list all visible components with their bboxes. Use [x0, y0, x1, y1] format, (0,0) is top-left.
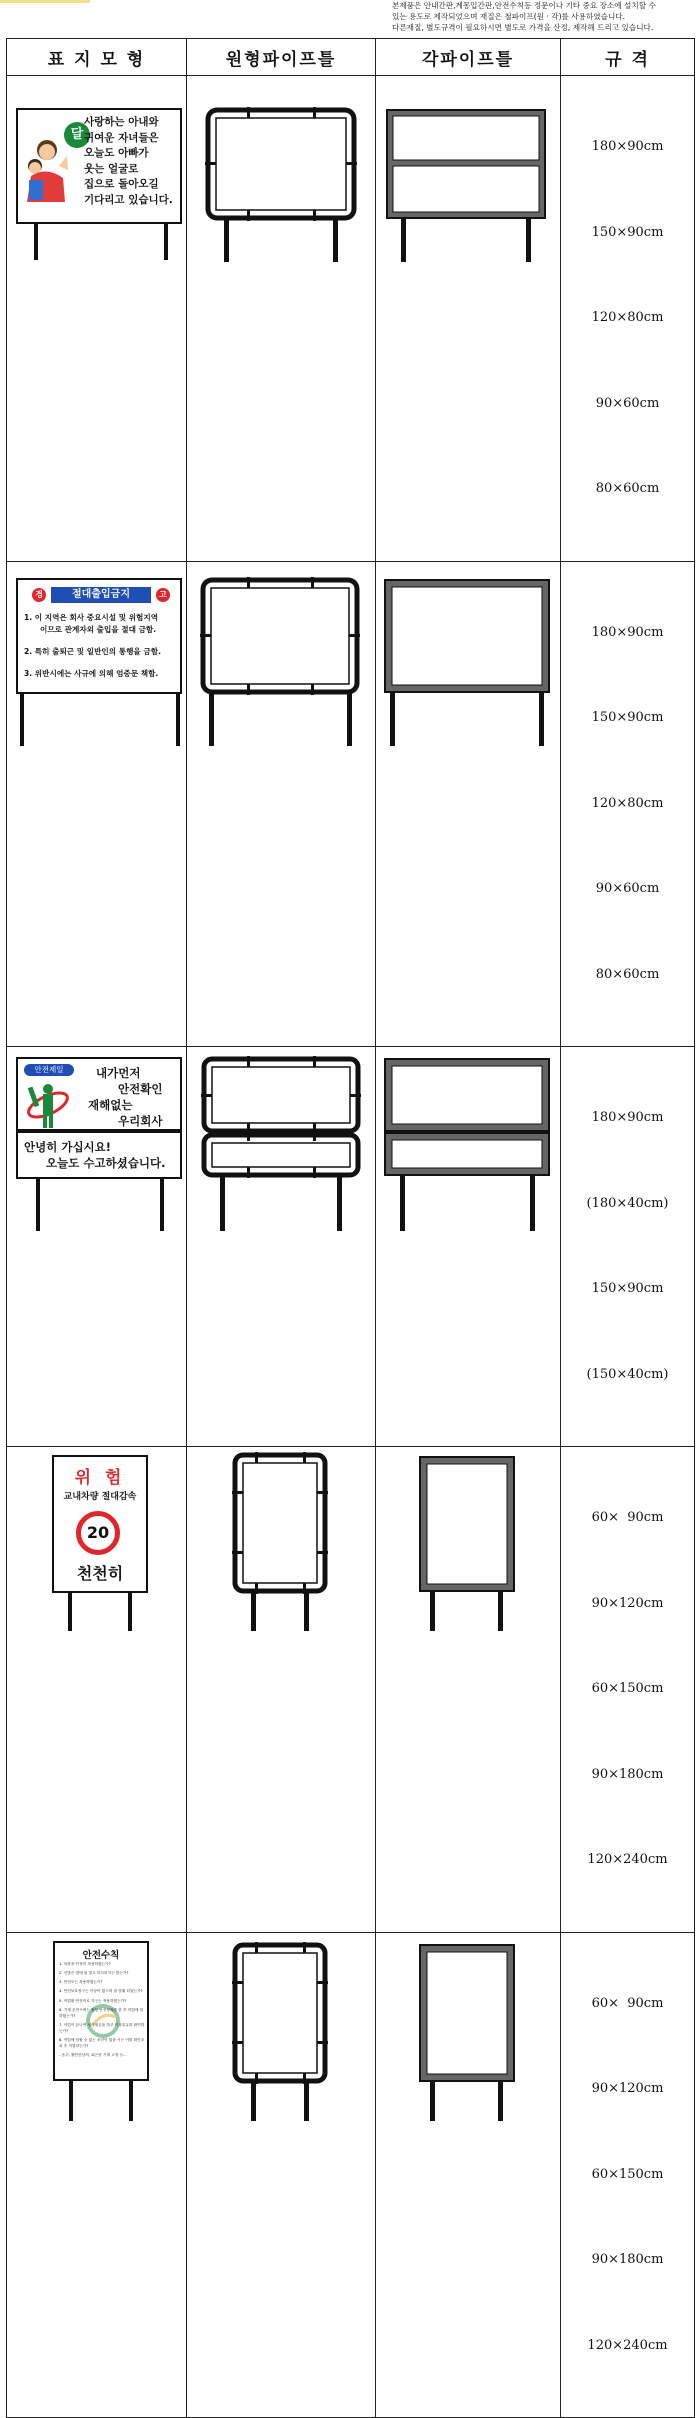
rule-item: 7. 작업이 끝나면 정리정돈을 하고 이상유무를 확인하는가?: [59, 2023, 145, 2033]
header-row: [7, 39, 695, 76]
sign-text-line: 오늘도 아빠가: [84, 147, 149, 159]
product-table: [6, 38, 695, 2418]
sign-text-line: 안전확인: [118, 1082, 163, 1096]
sign-text-line: 기다리고 있습니다.: [84, 193, 173, 206]
rule-item: 6. 기계 운전시에는 항상 안전장치를 한 후 작업에 임하였는가?: [59, 2007, 144, 2018]
sign-text-line: 내가먼저: [96, 1066, 141, 1080]
spec-list: [561, 76, 694, 561]
header-sign-model: 표 지 모 형: [7, 39, 187, 76]
spec-item: 90×180cm: [591, 1766, 664, 1782]
round-pipe-frame-cell: [187, 1047, 376, 1447]
top-accent-bar: [0, 0, 90, 3]
round-pipe-frame-cell: [187, 1932, 376, 2418]
sign-rule: 3. 위반시에는 사규에 의해 엄중문 책함.: [24, 668, 159, 678]
spec-item: 60×150cm: [591, 1681, 664, 1696]
sign-title-bar: 절대출입금지: [51, 587, 151, 603]
spec-item: 90×120cm: [591, 1595, 664, 1611]
top-note: [392, 0, 697, 33]
sign-rule: 이므로 관계자외 출입을 절대 금함.: [40, 624, 157, 634]
spec-item: 120×240cm: [587, 1852, 668, 1867]
sign-model-cell: [7, 1932, 187, 2418]
speed-limit-sign: [52, 1455, 148, 1593]
spec-cell: [561, 1932, 695, 2418]
no-entry-sign: [16, 578, 182, 694]
spec-cell: [561, 1047, 695, 1447]
spec-item: 90×60cm: [595, 881, 660, 896]
spec-item: 80×60cm: [595, 481, 660, 496]
square-pipe-frame-cell: [376, 1447, 561, 1933]
spec-cell: [561, 76, 695, 562]
greeting-text: [24, 1139, 165, 1171]
spec-item: (180×40cm): [586, 1195, 669, 1211]
sign-leg: [20, 694, 24, 746]
spec-item: 60× 90cm: [591, 1995, 664, 2011]
sign-text: [88, 1065, 162, 1129]
spec-list: [561, 1047, 694, 1446]
sign-leg: [36, 1179, 40, 1231]
square-pipe-frame-cell: [376, 1047, 561, 1447]
greeting-sign: [16, 1131, 182, 1179]
header-square-pipe: 각파이프틀: [376, 39, 561, 76]
rule-item: 1. 복장을 단정히 착용하였는가?: [59, 1961, 111, 1966]
safety-rules-sign: [53, 1941, 149, 2081]
spec-list: [561, 1447, 694, 1932]
square-pipe-frame-cell: [376, 561, 561, 1047]
round-pipe-frame-icon: [187, 76, 376, 268]
round-pipe-frame-cell: [187, 76, 376, 562]
rule-item: 2. 신발은 발에 잘 맞고 미끄러지는 않는가?: [59, 1970, 129, 1975]
spec-item: 80×60cm: [595, 966, 660, 982]
table-row: [7, 1932, 695, 2418]
safety-first-sign: [16, 1057, 182, 1131]
sign-text: [84, 115, 173, 208]
square-pipe-frame-icon: [376, 562, 561, 754]
spec-item: 180×90cm: [591, 139, 664, 154]
sign-text-line: 재해없는: [88, 1098, 133, 1112]
square-pipe-frame-icon: [376, 1933, 561, 2127]
sign-text-line: 우리회사: [118, 1114, 163, 1128]
spec-item: 120×240cm: [587, 2337, 668, 2353]
square-pipe-frame-icon: [376, 1047, 561, 1239]
safety-worker-icon: [24, 1079, 72, 1129]
round-pipe-frame-icon: [187, 1047, 376, 1239]
spec-cell: [561, 561, 695, 1047]
spec-item: 150×90cm: [591, 224, 664, 240]
spec-item: 150×90cm: [591, 710, 664, 725]
spec-list: [561, 562, 694, 1047]
sign-leg: [164, 224, 168, 260]
top-note-line: 있는 용도로 제작되었으며 재질은 철파이프(원 · 각)를 사용하였습니다.: [392, 12, 626, 21]
spec-item: 180×90cm: [591, 624, 664, 640]
sign-rule: 1. 이 지역은 회사 중요시설 및 위험지역: [24, 612, 159, 622]
spec-item: 90×120cm: [591, 2081, 664, 2096]
spec-item: 90×60cm: [595, 395, 660, 411]
sign-model-cell: [7, 1447, 187, 1933]
rules-title: 안전수칙: [82, 1949, 120, 1961]
spec-item: 150×90cm: [591, 1281, 664, 1296]
sign-leg: [129, 2081, 133, 2121]
sign-model-cell: [7, 76, 187, 562]
sign-leg: [68, 1593, 72, 1631]
sign-leg: [34, 224, 38, 260]
greeting-line: 오늘도 수고하셨습니다.: [46, 1156, 166, 1170]
top-note-line: 다른재질, 별도규격이 필요하시면 별도로 가격을 산정, 제작해 드리고 있습니다.: [392, 23, 654, 32]
danger-title: 위 험: [74, 1468, 126, 1488]
header-spec: 규 격: [561, 39, 695, 76]
safety-first-tag: 안전제일: [24, 1064, 74, 1076]
rule-item: 8. 작업에 임할 숭 없는 조건이 있을 시는 이를 확인조치 후 작업하는가?: [59, 2038, 145, 2048]
sign-rule-list: [24, 612, 161, 680]
family-illustration-icon: [21, 136, 69, 206]
rules-list: [59, 1962, 145, 2060]
round-pipe-frame-cell: [187, 561, 376, 1047]
square-pipe-frame-cell: [376, 1932, 561, 2418]
sign-leg: [160, 1179, 164, 1231]
header-round-pipe: 원형파이프틀: [187, 39, 376, 76]
spec-item: 180×90cm: [591, 1110, 664, 1125]
square-pipe-frame-cell: [376, 76, 561, 562]
spec-item: 60× 90cm: [591, 1510, 664, 1525]
table-row: [7, 76, 695, 562]
spec-item: 120×80cm: [591, 795, 664, 811]
sign-leg: [176, 694, 180, 746]
spec-item: 120×80cm: [591, 310, 664, 325]
sign-leg: [128, 1593, 132, 1631]
sign-model-cell: [7, 1047, 187, 1447]
speed-limit-icon: 20: [76, 1511, 120, 1555]
top-note-line: 본제품은 안내간판,계몽입간판,안전수칙등 정문이나 기타 중요 장소에 설치할 수: [392, 1, 656, 10]
sign-text-line: 집으로 돌아오길: [84, 178, 159, 190]
warning-badge-right: 고: [156, 588, 170, 602]
round-pipe-frame-icon: [187, 562, 376, 754]
round-pipe-frame-icon: [187, 1447, 376, 1639]
sign-leg: [69, 2081, 73, 2121]
rule-item: 4. 안전보호장구는 이상이 없으며 잘 갖춰 되었는가?: [59, 1989, 143, 1994]
badge-icon: 달: [64, 122, 90, 148]
spec-item: 90×180cm: [591, 2252, 664, 2267]
square-pipe-frame-icon: [376, 1447, 561, 1639]
rule-item: 3. 안전모는 착용하였는가?: [59, 1980, 103, 1985]
greeting-line: 안녕히 가십시요!: [24, 1140, 112, 1154]
sign-rule: 2. 특히 출퇴근 및 일반인의 통행을 금함.: [24, 646, 161, 656]
table-row: [7, 1447, 695, 1933]
table-row: [7, 1047, 695, 1447]
round-pipe-frame-cell: [187, 1447, 376, 1933]
warning-badge-left: 경: [32, 588, 46, 602]
rule-item: - 음주, 불안전상의, 피곤한 기계 고장 등...: [59, 2053, 127, 2058]
spec-cell: [561, 1447, 695, 1933]
round-pipe-frame-icon: [187, 1933, 376, 2127]
slow-text: 천천히: [76, 1564, 124, 1583]
square-pipe-frame-icon: [376, 76, 561, 268]
danger-subtitle: 교내차량 절대감속: [63, 1492, 137, 1502]
spec-list: [561, 1933, 694, 2418]
rule-item: 5. 작업환 안전작로 기구는 적용하였는가?: [59, 1998, 127, 2003]
spec-item: 60×150cm: [591, 2166, 664, 2182]
table-row: [7, 561, 695, 1047]
sign-text-line: 귀여운 자녀들은: [84, 131, 159, 144]
sign-model-cell: [7, 561, 187, 1047]
sign-text-line: 사랑하는 아내와: [84, 116, 159, 128]
sign-text-line: 웃는 얼굴로: [84, 162, 139, 175]
spec-item: (150×40cm): [586, 1366, 669, 1382]
family-safety-sign: [16, 108, 182, 224]
